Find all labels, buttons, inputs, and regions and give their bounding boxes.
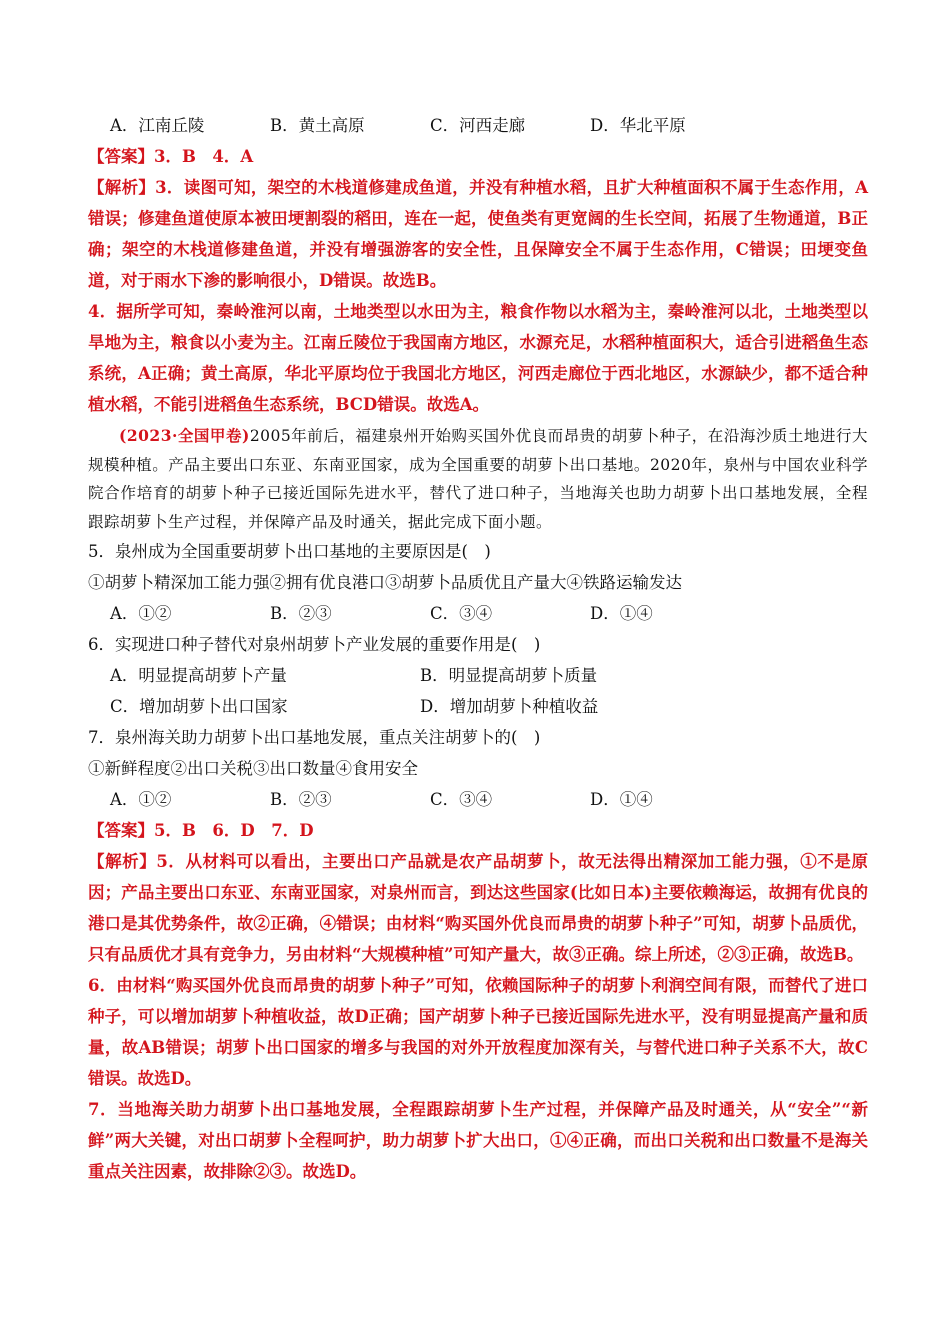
option-a: A．①② [110, 604, 172, 623]
answer-text: 5．B 6．D 7．D [154, 821, 314, 840]
option-c: C．增加胡萝卜出口国家 [110, 697, 288, 716]
analysis-q5: 5．从材料可以看出，主要出口产品就是农产品胡萝卜，故无法得出精深加工能力强，①不是原因；产品主要出口东亚、东南亚国家，对泉州而言，到达这些国家(比如日本)主要依赖海运，故拥有优良的港口是其优势条件，故②正确，④错误；由材料“购买国外优良而昂贵的胡萝卜种子”可知，胡萝卜品质优，只有品质优才具有竞争力，另由材料“大规模种植”可知产量大，故③正确。综上所述，②③正确，故选B。 [88, 852, 868, 964]
answer-label: 【答案】 [88, 821, 154, 840]
option-a: A．①② [110, 790, 172, 809]
option-b: B．②③ [270, 604, 332, 623]
q7-choices: ①新鲜程度②出口关税③出口数量④食用安全 [88, 759, 418, 778]
analysis-q6: 6．由材料“购买国外优良而昂贵的胡萝卜种子”可知，依赖国际种子的胡萝卜利润空间有限，而替代了进口种子，可以增加胡萝卜种植收益，故D正确；国产胡萝卜种子已接近国际先进水平，没有明显提高产量和质量，故AB错误；胡萝卜出口国家的增多与我国的对外开放程度加深有关，与替代进口种子关系不大，故C错误。故选D。 [88, 976, 868, 1088]
option-c: C．③④ [430, 604, 493, 623]
q5-choices: ①胡萝卜精深加工能力强②拥有优良港口③胡萝卜品质优且产量大④铁路运输发达 [88, 573, 682, 592]
material-source: (2023·全国甲卷) [119, 426, 250, 445]
option-c: C．河西走廊 [430, 116, 526, 135]
answer-block-2 [88, 815, 868, 846]
option-d: D．华北平原 [590, 116, 686, 135]
answer-label: 【答案】 [88, 147, 154, 166]
analysis-block-2 [88, 846, 868, 970]
analysis-block-1 [88, 172, 868, 296]
q4-options [88, 110, 868, 141]
material-passage [88, 422, 868, 536]
option-d: D．①④ [590, 604, 653, 623]
analysis-q7: 7．当地海关助力胡萝卜出口基地发展，全程跟踪胡萝卜生产过程，并保障产品及时通关，从“安全”“新鲜”两大关键，对出口胡萝卜全程呵护，助力胡萝卜扩大出口，①④正确，而出口关税和出口数量不是海关重点关注因素，故排除②③。故选D。 [88, 1100, 868, 1181]
option-c: C．③④ [430, 790, 493, 809]
answer-text: 3．B 4．A [154, 147, 254, 166]
q6-options-row2 [88, 691, 868, 722]
material-text: 2005年前后，福建泉州开始购买国外优良而昂贵的胡萝卜种子，在沿海沙质土地进行大规模种植。产品主要出口东亚、东南亚国家，成为全国重要的胡萝卜出口基地。2020年，泉州与中国农业科学院合作培育的胡萝卜种子已接近国际先进水平，替代了进口种子，当地海关也助力胡萝卜出口基地发展，全程跟踪胡萝卜生产过程，并保障产品及时通关，据此完成下面小题。 [88, 427, 868, 531]
option-a: A．明显提高胡萝卜产量 [110, 666, 287, 685]
q5-options [88, 598, 868, 629]
q7-options [88, 784, 868, 815]
q5-stem: 5．泉州成为全国重要胡萝卜出口基地的主要原因是( ) [88, 542, 491, 561]
q7-stem: 7．泉州海关助力胡萝卜出口基地发展，重点关注胡萝卜的( ) [88, 728, 541, 747]
document-page [88, 110, 868, 1187]
option-b: B．黄土高原 [270, 116, 365, 135]
option-b: B．明显提高胡萝卜质量 [420, 666, 598, 685]
q6-options-row1 [88, 660, 868, 691]
option-d: D．①④ [590, 790, 653, 809]
q6-stem: 6．实现进口种子替代对泉州胡萝卜产业发展的重要作用是( ) [88, 635, 541, 654]
option-a: A．江南丘陵 [110, 116, 205, 135]
analysis-q3: 3．读图可知，架空的木栈道修建成鱼道，并没有种植水稻，且扩大种植面积不属于生态作用，A错误；修建鱼道使原本被田埂割裂的稻田，连在一起，使鱼类有更宽阔的生长空间，拓展了生物通道，B正确；架空的木栈道修建鱼道，并没有增强游客的安全性，且保障安全不属于生态作用，C错误；田埂变鱼道，对于雨水下渗的影响很小，D错误。故选B。 [88, 178, 868, 290]
analysis-q4: 4．据所学可知，秦岭淮河以南，土地类型以水田为主，粮食作物以水稻为主，秦岭淮河以北，土地类型以旱地为主，粮食以小麦为主。江南丘陵位于我国南方地区，水源充足，水稻种植面积大，适合引进稻鱼生态系统，A正确；黄土高原，华北平原均位于我国北方地区，河西走廊位于西北地区，水源缺少，都不适合种植水稻，不能引进稻鱼生态系统，BCD错误。故选A。 [88, 302, 868, 414]
answer-block-1 [88, 141, 868, 172]
analysis-label: 【解析】 [88, 852, 157, 871]
option-d: D．增加胡萝卜种植收益 [420, 697, 599, 716]
option-b: B．②③ [270, 790, 332, 809]
analysis-label: 【解析】 [88, 178, 156, 197]
